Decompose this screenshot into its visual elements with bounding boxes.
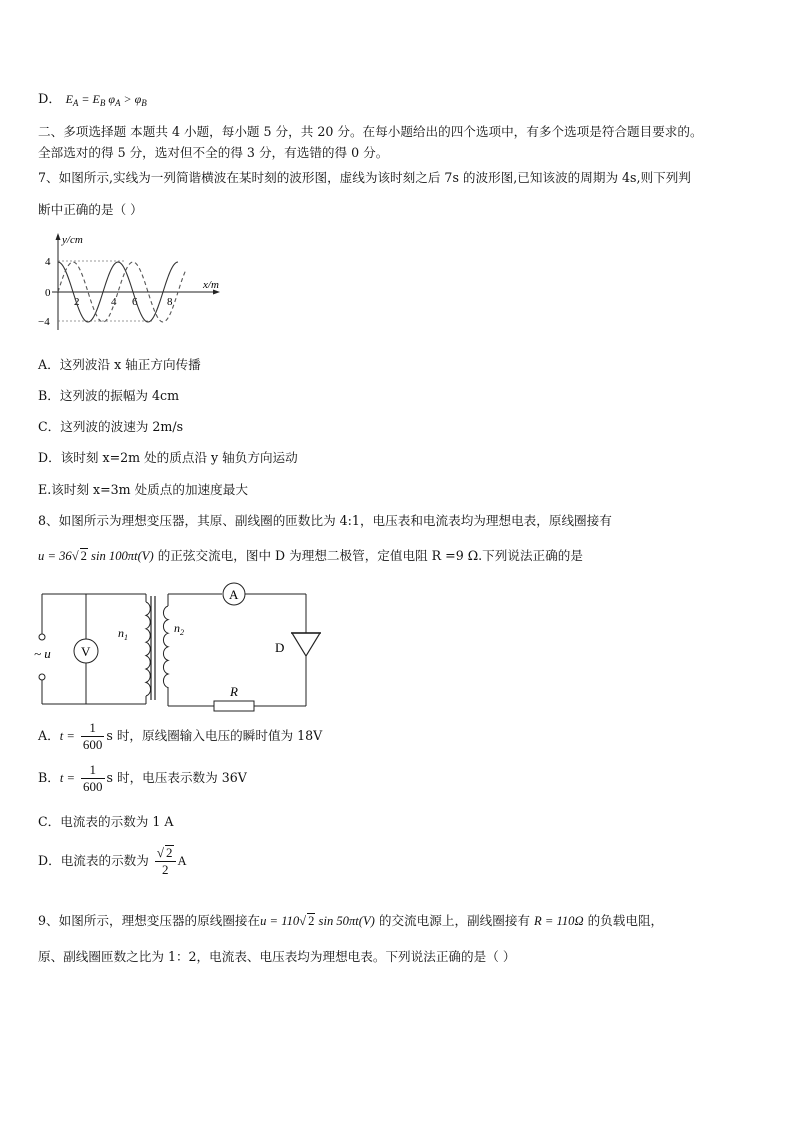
q9-voltage-formula: u = 110√ 2 sin 50πt(V) [260, 914, 375, 928]
x-tick-6: 6 [132, 296, 138, 308]
q8-option-d-fraction: $\frac{√ 2}{2}$ [155, 845, 176, 878]
q8-option-b: B．t = $\frac{1}{600}$ s 时，电压表示数为 36V [38, 762, 247, 794]
q8-option-a: A．t = $\frac{1}{600}$ s 时，原线圈输入电压的瞬时值为 18V [38, 720, 323, 752]
q9-stem-line1: 9、如图所示，理想变压器的原线圈接在u = 110√ 2 sin 50πt(V) 的交流电源上，副线圈接有 R = 110Ω 的负载电阻， [38, 913, 664, 928]
q7-wave-graph [36, 230, 236, 335]
source-label: ~ u [34, 646, 51, 661]
primary-label: $n_1$ [118, 626, 128, 642]
q8-voltage-formula: u = 36√ 2 sin 100πt(V) [38, 549, 154, 563]
q6-option-d-formula: $E_A = E_B$ $\varphi_A > \varphi_B$ [65, 92, 147, 108]
resistor-label: R [230, 684, 238, 699]
q7-option-d: D．该时刻 x=2m 处的质点沿 y 轴负方向运动 [38, 450, 298, 465]
ammeter-label: A [229, 587, 239, 602]
y-axis-arrow [56, 233, 61, 240]
q7-option-b: B．这列波的振幅为 4cm [38, 388, 180, 403]
secondary-label: $n_2$ [174, 621, 184, 637]
y-tick-4: 4 [45, 256, 51, 268]
terminal-top [39, 634, 45, 640]
resistor [214, 701, 254, 711]
q7-option-c: C．这列波的波速为 2m/s [38, 419, 184, 434]
diode-symbol [292, 633, 320, 656]
q7-stem-line2: 断中正确的是（ ） [38, 202, 143, 217]
diode-label: D [275, 640, 285, 655]
q8-stem-line1: 8、如图所示为理想变压器，其原、副线圈的匝数比为 4:1，电压表和电流表均为理想电表，原线圈接有 [38, 513, 612, 528]
x-tick-4: 4 [111, 296, 117, 308]
y-tick-0: 0 [45, 287, 51, 299]
q7-stem-line1: 7、如图所示,实线为一列简谐横波在某时刻的波形图，虚线为该时刻之后 7s 的波形图,已知该波的周期为 4s,则下列判 [38, 170, 691, 185]
q8-option-d: D．电流表的示数为 $\frac{√ 2}{2}$ A [38, 845, 187, 877]
q8-stem-line2 [38, 545, 583, 564]
x-tick-2: 2 [74, 296, 80, 308]
y-tick-minus4: −4 [38, 316, 50, 328]
secondary-coil [163, 606, 168, 688]
q8-option-b-fraction: $\frac{1}{600}$ [83, 762, 103, 794]
x-tick-8: 8 [167, 296, 173, 308]
section2-line1: 二、多项选择题 本题共 4 小题，每小题 5 分，共 20 分。在每小题给出的四个选项中，有多个选项是符合题目要求的。 [38, 124, 703, 139]
q8-option-c: C．电流表的示数为 1 A [38, 814, 174, 829]
q8-circuit-diagram [34, 582, 334, 717]
q9-stem-line2: 原、副线圈匝数之比为 1：2，电流表、电压表均为理想电表。下列说法正确的是（ ） [38, 949, 516, 964]
q6-option-d-label: D． [38, 92, 62, 107]
x-axis-label: x/m [203, 279, 219, 291]
voltmeter-label: V [81, 644, 91, 659]
q7-option-a: A．这列波沿 x 轴正方向传播 [38, 357, 201, 372]
q6-option-d [38, 88, 147, 108]
q7-option-e: E.该时刻 x=3m 处质点的加速度最大 [38, 482, 248, 497]
q9-resistance-formula: R = 110Ω [534, 914, 584, 928]
section2-line2: 全部选对的得 5 分，选对但不全的得 3 分，有选错的得 0 分。 [38, 145, 389, 160]
terminal-bottom [39, 674, 45, 680]
primary-coil [146, 602, 151, 696]
q8-option-a-fraction: $\frac{1}{600}$ [82, 720, 103, 752]
q8-stem-text: 的正弦交流电，图中 D 为理想二极管，定值电阻 R =9 Ω.下列说法正确的是 [153, 548, 583, 563]
y-axis-label: y/cm [62, 234, 83, 246]
